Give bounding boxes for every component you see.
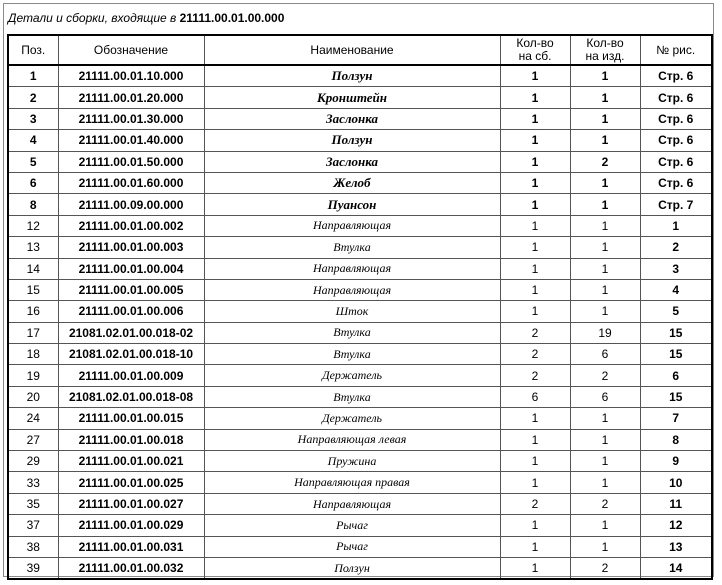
cell-position: 16 (8, 301, 58, 322)
cell-qty-assembly: 2 (500, 365, 570, 386)
table-row (8, 108, 712, 129)
cell-qty-product: 1 (570, 515, 640, 536)
cell-qty-assembly: 1 (500, 87, 570, 108)
cell-qty-product: 2 (570, 557, 640, 579)
cell-designation: 21111.00.01.00.015 (58, 408, 204, 429)
cell-position: 2 (8, 87, 58, 108)
cell-figure: Стр. 6 (640, 108, 712, 129)
cell-designation: 21111.00.01.00.004 (58, 258, 204, 279)
cell-figure: 3 (640, 258, 712, 279)
cell-figure: Стр. 6 (640, 87, 712, 108)
cell-name: Направляющая (204, 258, 500, 279)
cell-name: Втулка (204, 344, 500, 365)
cell-name: Ползун (204, 557, 500, 579)
cell-position: 17 (8, 322, 58, 343)
cell-name: Держатель (204, 365, 500, 386)
cell-name: Пуансон (204, 194, 500, 215)
cell-qty-product: 1 (570, 130, 640, 151)
cell-qty-assembly: 2 (500, 493, 570, 514)
cell-position: 12 (8, 215, 58, 236)
table-row (8, 408, 712, 429)
cell-qty-product: 1 (570, 451, 640, 472)
cell-name: Направляющая левая (204, 429, 500, 450)
cell-figure: 9 (640, 451, 712, 472)
cell-figure: 7 (640, 408, 712, 429)
cell-qty-product: 1 (570, 301, 640, 322)
cell-name: Втулка (204, 386, 500, 407)
col-header-qty-assembly-line1: Кол-во (516, 36, 554, 50)
cell-figure: 5 (640, 301, 712, 322)
cell-position: 38 (8, 536, 58, 557)
cell-name: Желоб (204, 172, 500, 193)
cell-qty-product: 1 (570, 237, 640, 258)
cell-name: Рычаг (204, 515, 500, 536)
cell-qty-product: 1 (570, 65, 640, 87)
cell-position: 8 (8, 194, 58, 215)
cell-qty-assembly: 1 (500, 557, 570, 579)
title-lead: Детали и сборки, входящие в (8, 11, 177, 25)
col-header-pos: Поз. (8, 35, 58, 65)
cell-name: Направляющая правая (204, 472, 500, 493)
col-header-qty-assembly-line2: на сб. (518, 49, 552, 63)
cell-position: 19 (8, 365, 58, 386)
cell-designation: 21111.00.01.00.009 (58, 365, 204, 386)
cell-figure: 15 (640, 386, 712, 407)
cell-position: 20 (8, 386, 58, 407)
col-header-qty-product (570, 35, 640, 65)
table-row (8, 151, 712, 172)
cell-position: 4 (8, 130, 58, 151)
cell-position: 13 (8, 237, 58, 258)
cell-designation: 21111.00.09.00.000 (58, 194, 204, 215)
col-header-code: Обозначение (58, 35, 204, 65)
cell-designation: 21111.00.01.00.029 (58, 515, 204, 536)
cell-qty-product: 1 (570, 215, 640, 236)
table-row (8, 130, 712, 151)
table-row (8, 194, 712, 215)
cell-qty-product: 1 (570, 108, 640, 129)
cell-figure: 15 (640, 344, 712, 365)
cell-figure: 12 (640, 515, 712, 536)
cell-qty-product: 19 (570, 322, 640, 343)
parts-table (7, 34, 713, 580)
table-row (8, 322, 712, 343)
cell-qty-product: 1 (570, 536, 640, 557)
cell-designation: 21111.00.01.00.006 (58, 301, 204, 322)
cell-qty-assembly: 1 (500, 536, 570, 557)
cell-position: 14 (8, 258, 58, 279)
cell-designation: 21111.00.01.00.021 (58, 451, 204, 472)
cell-designation: 21111.00.01.00.025 (58, 472, 204, 493)
cell-designation: 21111.00.01.10.000 (58, 65, 204, 87)
col-header-figure: № рис. (640, 35, 712, 65)
cell-qty-assembly: 1 (500, 172, 570, 193)
col-header-qty-product-line2: на изд. (585, 49, 625, 63)
cell-qty-assembly: 1 (500, 130, 570, 151)
cell-qty-product: 6 (570, 386, 640, 407)
cell-qty-product: 1 (570, 172, 640, 193)
cell-designation: 21111.00.01.00.027 (58, 493, 204, 514)
cell-figure: Стр. 6 (640, 172, 712, 193)
cell-qty-product: 1 (570, 472, 640, 493)
cell-designation: 21111.00.01.00.031 (58, 536, 204, 557)
cell-figure: 11 (640, 493, 712, 514)
cell-name: Шток (204, 301, 500, 322)
cell-figure: 10 (640, 472, 712, 493)
cell-qty-assembly: 2 (500, 322, 570, 343)
cell-position: 24 (8, 408, 58, 429)
cell-designation: 21111.00.01.60.000 (58, 172, 204, 193)
cell-name: Направляющая (204, 279, 500, 300)
cell-designation: 21111.00.01.00.032 (58, 557, 204, 579)
cell-figure: Стр. 6 (640, 151, 712, 172)
cell-designation: 21081.02.01.00.018-02 (58, 322, 204, 343)
cell-qty-assembly: 1 (500, 108, 570, 129)
cell-figure: 6 (640, 365, 712, 386)
cell-qty-assembly: 1 (500, 451, 570, 472)
cell-designation: 21111.00.01.00.005 (58, 279, 204, 300)
cell-qty-product: 6 (570, 344, 640, 365)
cell-position: 3 (8, 108, 58, 129)
cell-designation: 21111.00.01.00.002 (58, 215, 204, 236)
cell-figure: 2 (640, 237, 712, 258)
cell-designation: 21111.00.01.00.003 (58, 237, 204, 258)
cell-figure: Стр. 6 (640, 130, 712, 151)
col-header-qty-product-line1: Кол-во (586, 36, 624, 50)
cell-position: 29 (8, 451, 58, 472)
cell-qty-product: 1 (570, 279, 640, 300)
table-row (8, 429, 712, 450)
table-row (8, 279, 712, 300)
cell-position: 6 (8, 172, 58, 193)
table-row (8, 344, 712, 365)
table-row (8, 493, 712, 514)
cell-qty-assembly: 1 (500, 151, 570, 172)
cell-position: 27 (8, 429, 58, 450)
cell-figure: 14 (640, 557, 712, 579)
cell-name: Ползун (204, 130, 500, 151)
table-row (8, 515, 712, 536)
cell-name: Втулка (204, 322, 500, 343)
cell-qty-assembly: 1 (500, 408, 570, 429)
cell-name: Держатель (204, 408, 500, 429)
cell-qty-assembly: 6 (500, 386, 570, 407)
cell-qty-product: 1 (570, 429, 640, 450)
header-row (8, 35, 712, 65)
cell-qty-product: 1 (570, 408, 640, 429)
cell-name: Кронштейн (204, 87, 500, 108)
table-row (8, 87, 712, 108)
cell-qty-assembly: 2 (500, 344, 570, 365)
cell-qty-assembly: 1 (500, 65, 570, 87)
cell-qty-assembly: 1 (500, 301, 570, 322)
cell-qty-assembly: 1 (500, 237, 570, 258)
cell-position: 37 (8, 515, 58, 536)
cell-designation: 21081.02.01.00.018-08 (58, 386, 204, 407)
cell-figure: Стр. 7 (640, 194, 712, 215)
table-row (8, 258, 712, 279)
cell-qty-product: 1 (570, 87, 640, 108)
table-row (8, 557, 712, 579)
cell-designation: 21111.00.01.00.018 (58, 429, 204, 450)
cell-position: 35 (8, 493, 58, 514)
cell-qty-assembly: 1 (500, 429, 570, 450)
table-row (8, 386, 712, 407)
cell-qty-product: 2 (570, 493, 640, 514)
cell-figure: 15 (640, 322, 712, 343)
cell-qty-assembly: 1 (500, 279, 570, 300)
cell-figure: 1 (640, 215, 712, 236)
table-row (8, 215, 712, 236)
cell-qty-product: 2 (570, 151, 640, 172)
cell-qty-assembly: 1 (500, 258, 570, 279)
cell-position: 15 (8, 279, 58, 300)
assembly-code: 21111.00.01.00.000 (179, 11, 285, 25)
cell-qty-product: 1 (570, 194, 640, 215)
cell-designation: 21111.00.01.30.000 (58, 108, 204, 129)
table-row (8, 237, 712, 258)
cell-qty-product: 1 (570, 258, 640, 279)
cell-figure: 13 (640, 536, 712, 557)
cell-designation: 21111.00.01.50.000 (58, 151, 204, 172)
table-row (8, 172, 712, 193)
cell-position: 39 (8, 557, 58, 579)
cell-name: Направляющая (204, 215, 500, 236)
cell-qty-assembly: 1 (500, 215, 570, 236)
col-header-qty-assembly (500, 35, 570, 65)
cell-name: Втулка (204, 237, 500, 258)
cell-figure: 4 (640, 279, 712, 300)
cell-designation: 21111.00.01.20.000 (58, 87, 204, 108)
cell-position: 33 (8, 472, 58, 493)
cell-name: Заслонка (204, 108, 500, 129)
cell-position: 1 (8, 65, 58, 87)
table-row (8, 365, 712, 386)
col-header-name: Наименование (204, 35, 500, 65)
cell-name: Пружина (204, 451, 500, 472)
cell-name: Рычаг (204, 536, 500, 557)
cell-name: Ползун (204, 65, 500, 87)
cell-qty-assembly: 1 (500, 472, 570, 493)
table-row (8, 65, 712, 87)
cell-designation: 21081.02.01.00.018-10 (58, 344, 204, 365)
cell-qty-assembly: 1 (500, 194, 570, 215)
cell-figure: Стр. 6 (640, 65, 712, 87)
cell-qty-assembly: 1 (500, 515, 570, 536)
cell-qty-product: 2 (570, 365, 640, 386)
table-row (8, 536, 712, 557)
cell-name: Заслонка (204, 151, 500, 172)
panel-title (8, 11, 284, 25)
table-row (8, 451, 712, 472)
cell-position: 18 (8, 344, 58, 365)
table-row (8, 472, 712, 493)
cell-figure: 8 (640, 429, 712, 450)
cell-designation: 21111.00.01.40.000 (58, 130, 204, 151)
table-row (8, 301, 712, 322)
cell-name: Направляющая (204, 493, 500, 514)
cell-position: 5 (8, 151, 58, 172)
